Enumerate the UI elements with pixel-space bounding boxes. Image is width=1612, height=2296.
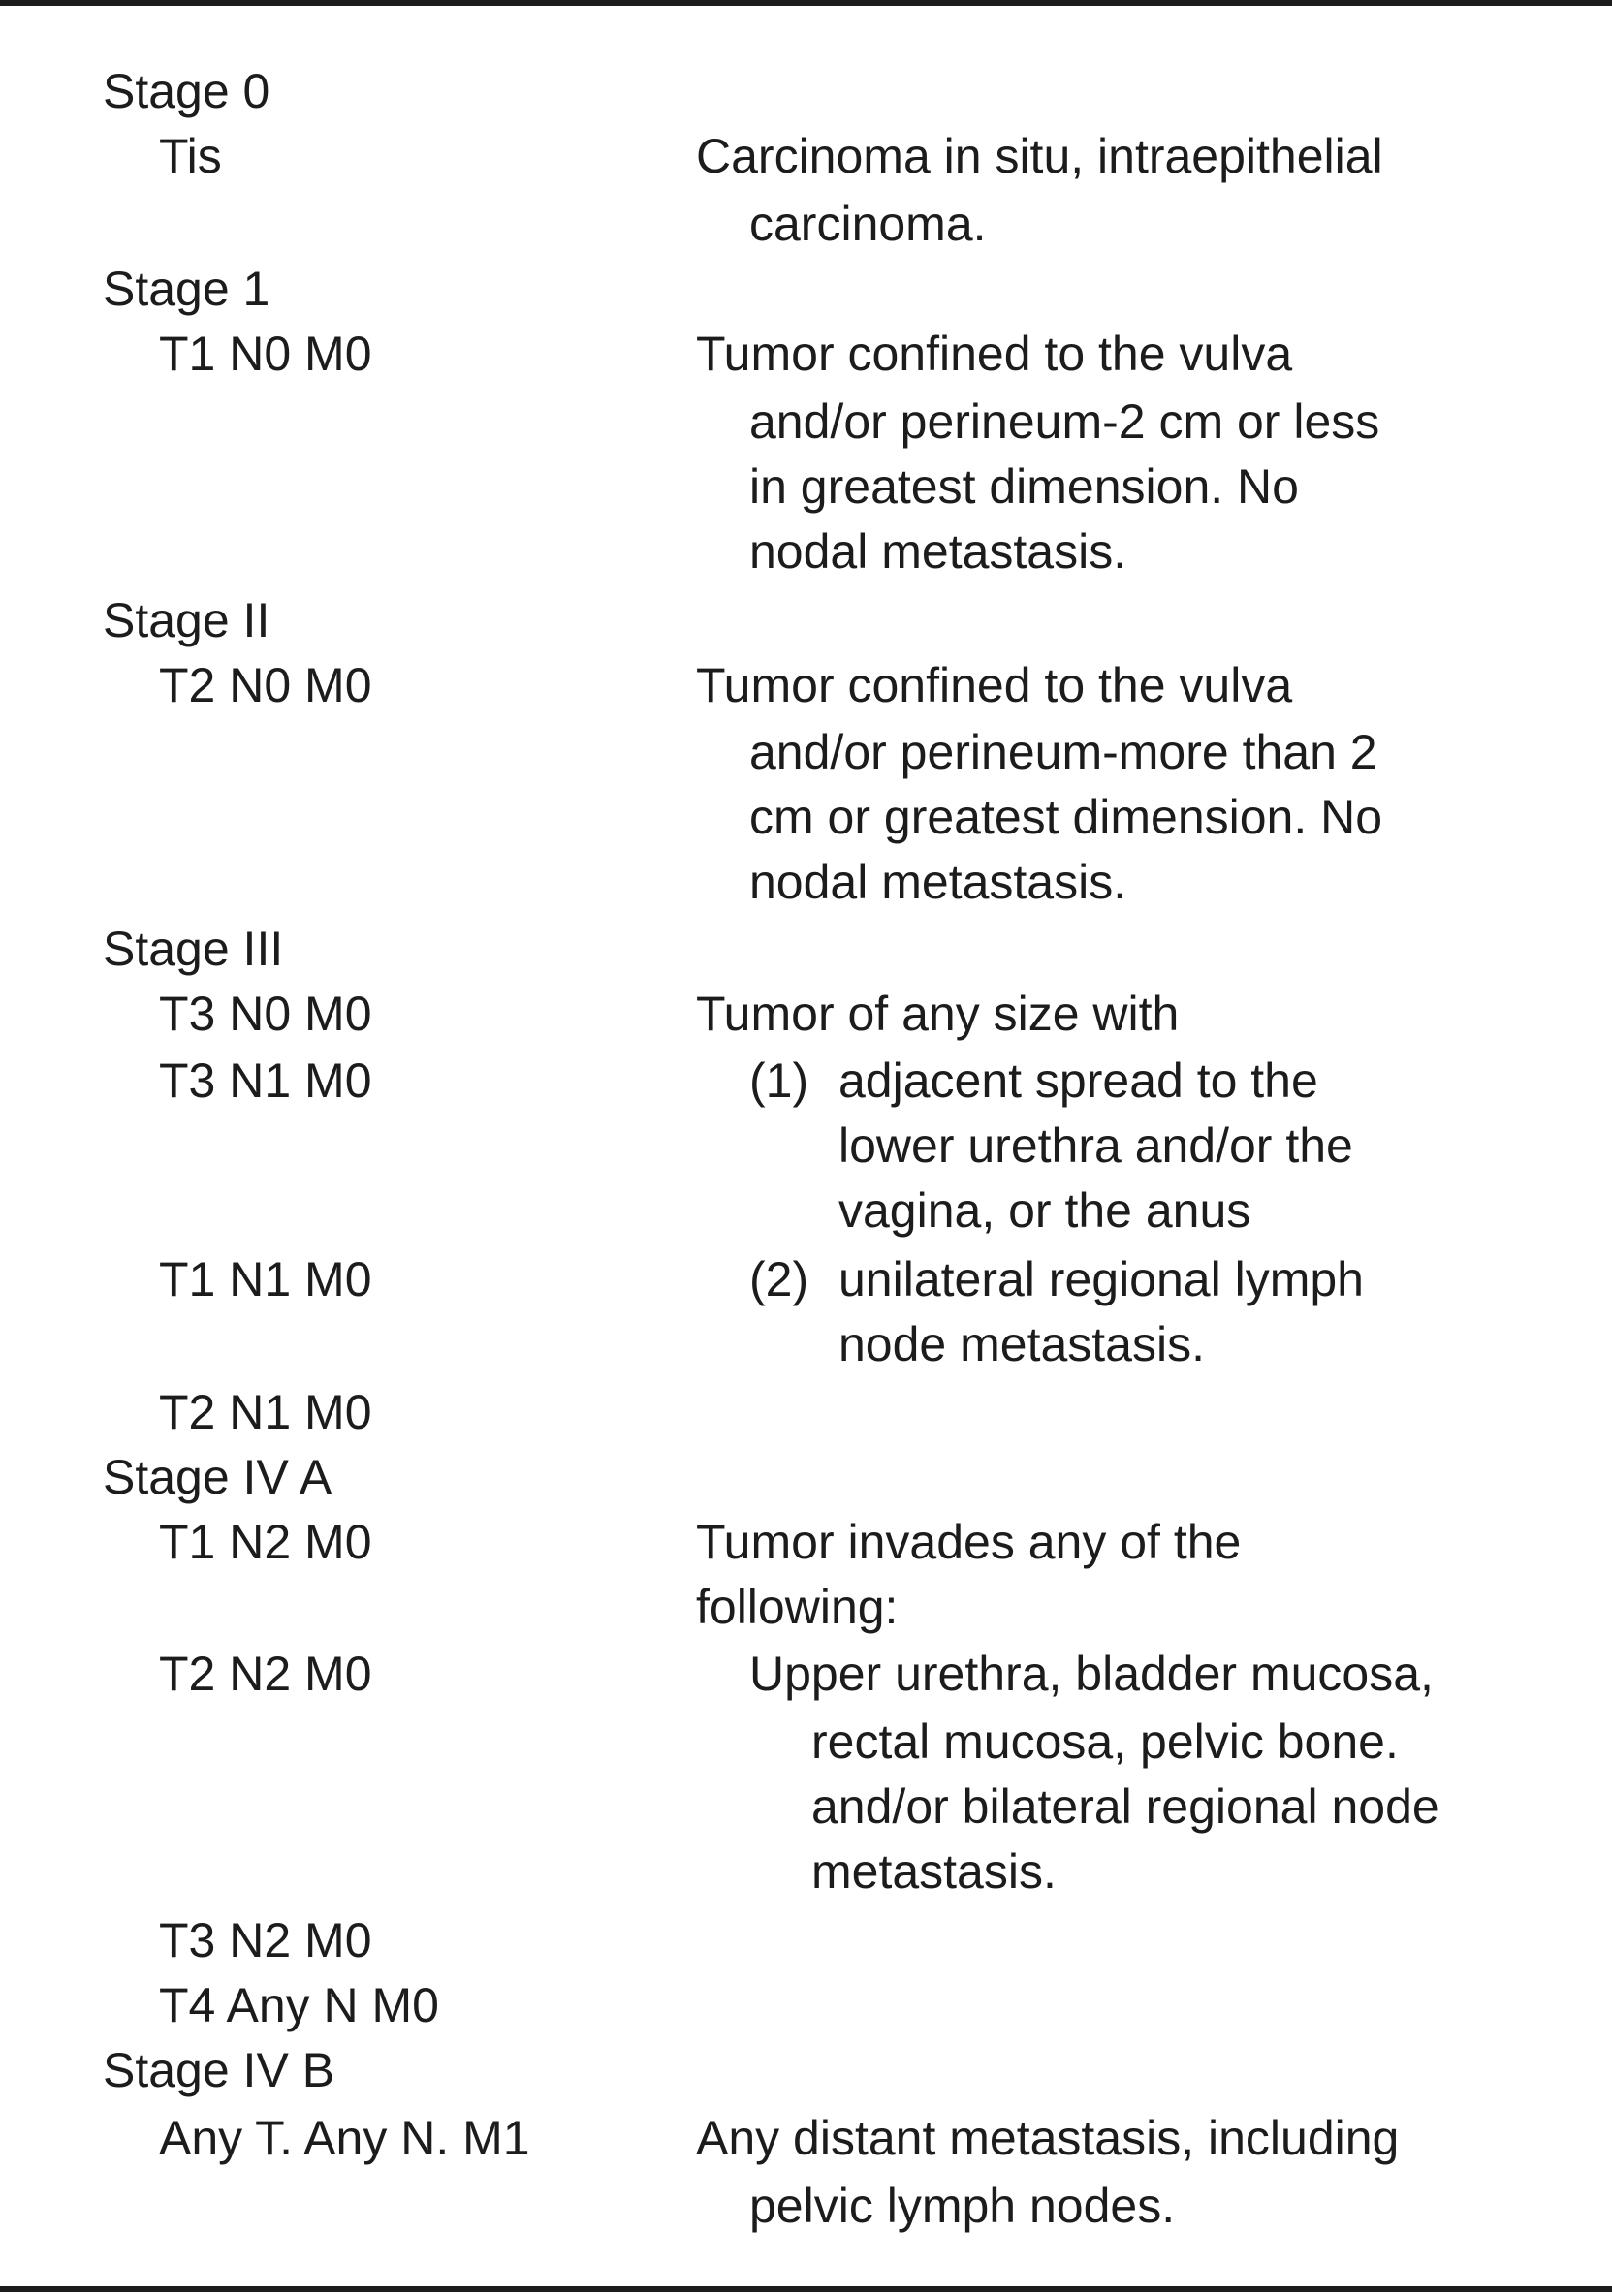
stage-1-code-1: T1 N0 M0 bbox=[159, 327, 372, 381]
stage-1-desc-line-3: in greatest dimension. No bbox=[749, 459, 1299, 514]
stage-3-item-1-marker: (1) bbox=[749, 1054, 809, 1108]
stage-3-code-4: T2 N1 M0 bbox=[159, 1385, 372, 1439]
stage-4a-code-3: T3 N2 M0 bbox=[159, 1913, 372, 1967]
stage-4b-desc-line-1: Any distant metastasis, including bbox=[696, 2111, 1400, 2165]
stage-0-desc-line-2: carcinoma. bbox=[749, 197, 987, 251]
stage-1-desc-line-1: Tumor confined to the vulva bbox=[696, 327, 1293, 381]
stage-0-desc-line-1: Carcinoma in situ, intraepithelial bbox=[696, 129, 1383, 183]
stage-2-desc-line-3: cm or greatest dimension. No bbox=[749, 790, 1383, 844]
stage-3-item-1-line-3: vagina, or the anus bbox=[838, 1183, 1251, 1238]
stage-3-item-2-line-2: node metastasis. bbox=[838, 1317, 1205, 1371]
stage-3-heading: Stage III bbox=[103, 922, 284, 976]
bottom-rule bbox=[0, 2286, 1612, 2292]
stage-4a-code-2: T2 N2 M0 bbox=[159, 1647, 372, 1701]
stage-3-item-2-line-1: unilateral regional lymph bbox=[838, 1252, 1364, 1306]
stage-2-code-1: T2 N0 M0 bbox=[159, 658, 372, 712]
stage-3-code-1: T3 N0 M0 bbox=[159, 987, 372, 1041]
stage-1-desc-line-2: and/or perineum-2 cm or less bbox=[749, 394, 1380, 449]
stage-4a-code-1: T1 N2 M0 bbox=[159, 1515, 372, 1569]
stage-3-item-1-line-1: adjacent spread to the bbox=[838, 1054, 1318, 1108]
stage-3-desc-intro: Tumor of any size with bbox=[696, 987, 1180, 1041]
stage-4a-detail-line-2: rectal mucosa, pelvic bone. bbox=[811, 1714, 1399, 1769]
stage-3-item-1-line-2: lower urethra and/or the bbox=[838, 1118, 1353, 1173]
stage-2-heading: Stage II bbox=[103, 593, 270, 647]
stage-3-code-2: T3 N1 M0 bbox=[159, 1054, 372, 1108]
stage-3-code-3: T1 N1 M0 bbox=[159, 1252, 372, 1306]
stage-0-code-1: Tis bbox=[159, 129, 222, 183]
stage-1-heading: Stage 1 bbox=[103, 262, 270, 316]
stage-0-heading: Stage 0 bbox=[103, 64, 270, 118]
top-rule bbox=[0, 0, 1612, 6]
stage-4a-detail-line-1: Upper urethra, bladder mucosa, bbox=[749, 1647, 1434, 1701]
stage-4b-desc-line-2: pelvic lymph nodes. bbox=[749, 2179, 1176, 2233]
stage-4a-desc-intro-line-1: Tumor invades any of the bbox=[696, 1515, 1242, 1569]
stage-4a-detail-line-4: metastasis. bbox=[811, 1844, 1057, 1899]
stage-4a-detail-line-3: and/or bilateral regional node bbox=[811, 1779, 1439, 1834]
stage-4a-desc-intro-line-2: following: bbox=[696, 1580, 899, 1634]
stage-4b-heading: Stage IV B bbox=[103, 2043, 335, 2097]
stage-4b-code-1: Any T. Any N. M1 bbox=[159, 2111, 530, 2165]
stage-4a-heading: Stage IV A bbox=[103, 1450, 332, 1504]
stage-2-desc-line-1: Tumor confined to the vulva bbox=[696, 658, 1293, 712]
stage-2-desc-line-4: nodal metastasis. bbox=[749, 855, 1127, 909]
stage-3-item-2-marker: (2) bbox=[749, 1252, 809, 1306]
stage-2-desc-line-2: and/or perineum-more than 2 bbox=[749, 725, 1377, 779]
stage-1-desc-line-4: nodal metastasis. bbox=[749, 524, 1127, 579]
stage-4a-code-4: T4 Any N M0 bbox=[159, 1978, 439, 2032]
